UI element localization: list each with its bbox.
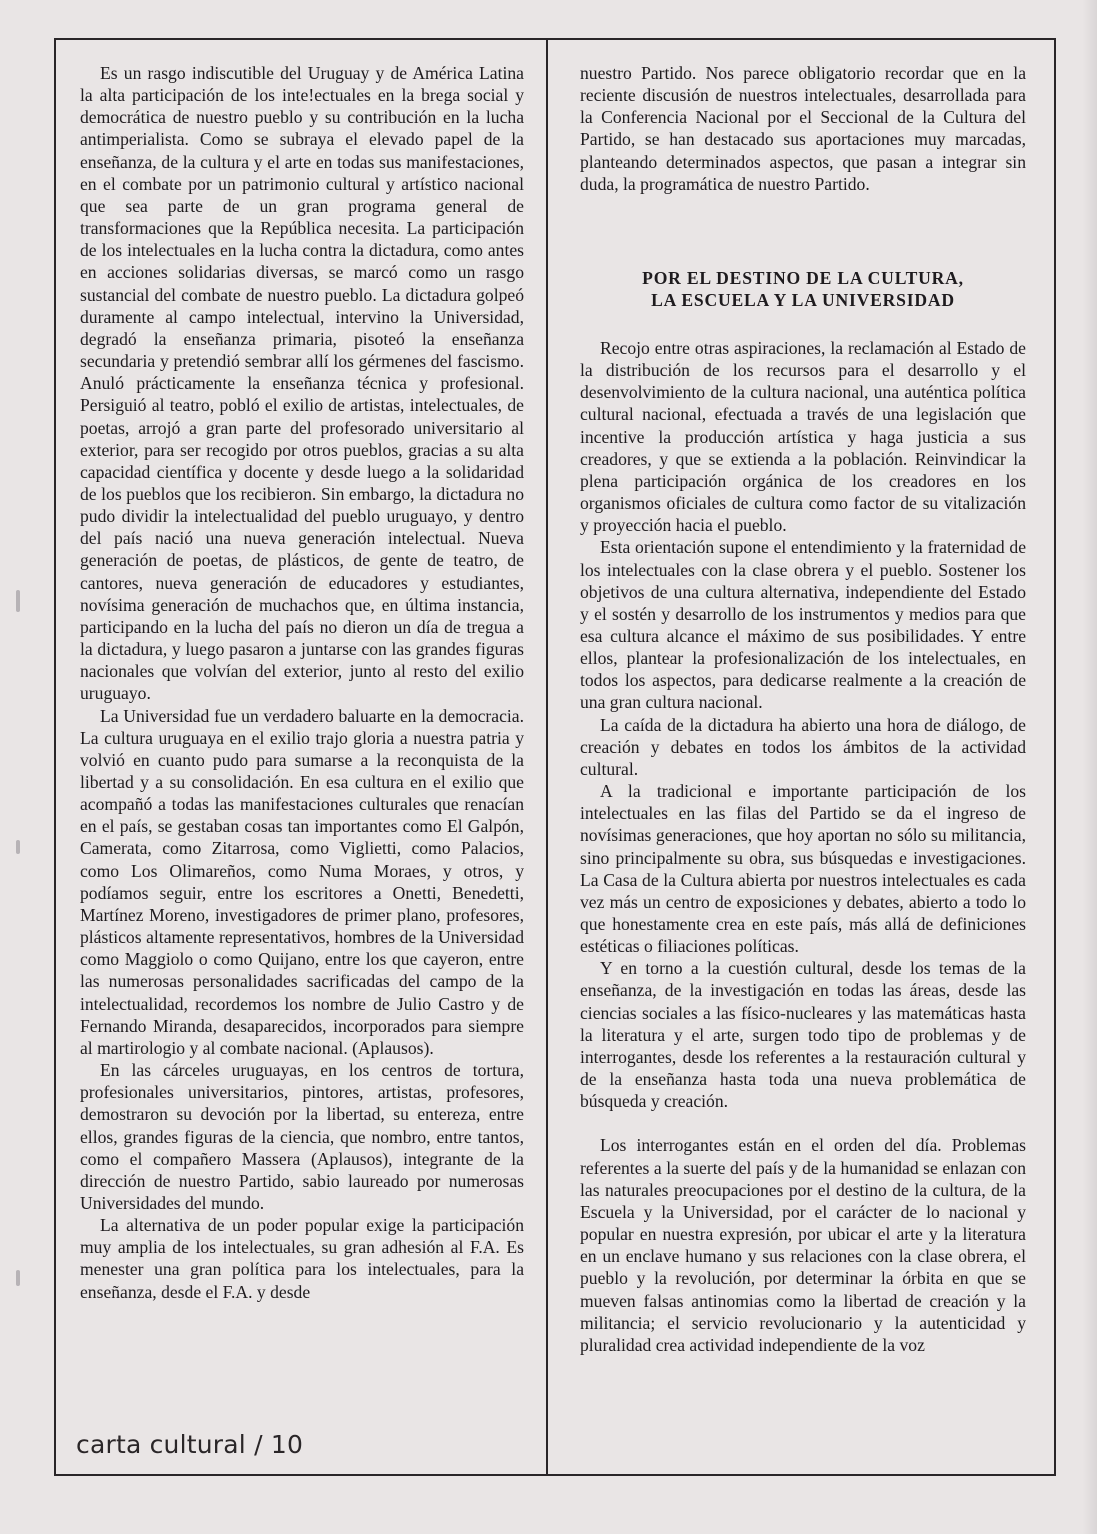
paragraph: Recojo entre otras aspiraciones, la reclamación al Estado de la distribución de los recursos para el desarrollo y el desenvolvimiento de la cultura nacional, una auténtica política cultural nacional, efectuada a través de una legislación que incentive la producción artística y haga justicia a sus creadores, y que se extienda a la población. Reinvindicar la plena participación orgánica de los creadores en los organismos oficiales de cultura como factor de su vitalización y proyección hacia el pueblo. [580, 337, 1026, 536]
paragraph: La alternativa de un poder popular exige la participación muy amplia de los intelectuales, su gran adhesión al F.A. Es menester una gran política para los intelectuales, para la enseñanza, desde el F.A. y desde [80, 1215, 524, 1302]
paragraph: Los interrogantes están en el orden del día. Problemas referentes a la suerte del país y de la humanidad se enlazan con las naturales preocupaciones por el destino de la cultura, de la Escuela y la Universidad, por el carácter de lo nacional y popular en nuestra expresión, por ubicar el arte y la literatura en un enclave humano y sus relaciones con la clase obrera, el pueblo y la revolución, por determinar la órbita en que se mueven falsas antinomias como la libertad de creación y la militancia; el servicio revolucionario y la autenticidad y pluralidad crea actividad independiente de la voz [580, 1135, 1026, 1355]
paragraph: nuestro Partido. Nos parece obligatorio recordar que en la reciente discusión de nuestros intelectuales, desarrollada para la Conferencia Nacional por el Seccional de la Cultura del Partido, se han destacado sus aportaciones muy marcadas, planteando determinados aspectos, que pasan a integrar sin duda, la programática de nuestro Partido. [580, 63, 1026, 194]
left-column [80, 62, 524, 1303]
column-divider [546, 38, 548, 1476]
page-edge-shadow [1083, 0, 1097, 1534]
paragraph: La caída de la dictadura ha abierto una hora de diálogo, de creación y debates en todos los ámbitos de la actividad cultural. [580, 714, 1026, 779]
paragraph: A la tradicional e importante participación de los intelectuales en las filas del Partido se da el ingreso de novísimas generaciones, que hoy aportan no sólo su militancia, sino principalmente su obra, sus búsquedas e investigaciones. La Casa de la Cultura abierta por nuestros intelectuales es cada vez más un centro de exposiciones y debates, abierto a todo lo que honestamente crea en este país, más allá de definiciones estéticas o filiaciones políticas. [580, 781, 1026, 957]
page-footer: carta cultural / 10 [76, 1430, 304, 1459]
margin-mark [16, 590, 20, 612]
section-heading-line: LA ESCUELA Y LA UNIVERSIDAD [651, 289, 955, 310]
paragraph: La Universidad fue un verdadero baluarte en la democracia. La cultura uruguaya en el exilio trajo gloria a nuestra patria y volvió en cuanto pudo para sumarse a la reconquista de la libertad y a su consolidación. En esa cultura en el exilio que acompañó a todas las manifestaciones culturales que renacían en el país, se gestaban cosas tan importantes como El Galpón, Camerata, como Zitarrosa, como Viglietti, como Palacios, como Los Olimareños, como Numa Moraes, y otros, y podíamos seguir, entre los escritores a Onetti, Benedetti, Martínez Moreno, investigadores de primer plano, profesores, plásticos altamente representativos, hombres de la Universidad como Maggiolo o como Quijano, entre los que cayeron, entre las numerosas personalidades sacrificadas del campo de la intelectualidad, recordemos los nombre de Julio Castro y de Fernando Miranda, desaparecidos, incorporados para siempre al martirologio y al combate nacional. (Aplausos). [80, 705, 524, 1058]
paragraph: En las cárceles uruguayas, en los centros de tortura, profesionales universitarios, pintores, artistas, profesores, demostraron su devoción por la libertad, su entereza, entre ellos, grandes figuras de la ciencia, que nombro, entre tantos, como el compañero Massera (Aplausos), integrante de la dirección de nuestro Partido, sabio laureado por numerosas Universidades del mundo. [80, 1060, 524, 1213]
paragraph: Y en torno a la cuestión cultural, desde los temas de la enseñanza, de la investigación en todas las áreas, desde las ciencias sociales a las físico-nucleares y las matemáticas hasta la literatura y el arte, surgen todo tipo de problemas y de interrogantes, desde los referentes a la restauración cultural y de la enseñanza hasta toda una nueva problemática de búsqueda y creación. [580, 958, 1026, 1112]
paragraph: Esta orientación supone el entendimiento y la fraternidad de los intelectuales con la clase obrera y el pueblo. Sostener los objetivos de una cultura alternativa, independiente del Estado y el sostén y desarrollo de los instrumentos y medios para que esa cultura alcance el máximo de sus posibilidades. Y entre ellos, plantear la profesionalización de los intelectuales, en todos los aspectos, para dedicarse realmente a la creación de una gran cultura nacional. [580, 537, 1026, 713]
margin-mark [16, 1270, 20, 1286]
right-column [580, 62, 1026, 1356]
section-heading [580, 267, 1026, 311]
section-heading-line: POR EL DESTINO DE LA CULTURA, [642, 267, 964, 288]
margin-mark [16, 840, 20, 854]
paragraph: Es un rasgo indiscutible del Uruguay y de América Latina la alta participación de los inte!ectuales en la brega social y democrática de nuestro pueblo y su contribución en la lucha antimperialista. Como se subraya el elevado papel de la enseñanza, de la cultura y el arte en todas sus manifestaciones, en el combate por un patrimonio cultural y artístico nacional que sea parte de un gran programa general de transformaciones que la República necesita. La participación de los intelectuales en la lucha contra la dictadura, como antes en acciones solidarias diversas, se marcó como un rasgo sustancial del combate de nuestro pueblo. La dictadura golpeó duramente al campo intelectual, intervino la Universidad, degradó la enseñanza primaria, pisoteó la enseñanza secundaria y pretendió sembrar allí los gérmenes del fascismo. Anuló prácticamente la enseñanza técnica y profesional. Persiguió al teatro, pobló el exilio de artistas, intelectuales, de poetas, arrojó a gran parte del profesorado universitario al exterior, para ser recogido por otros pueblos, gracias a su alta capacidad científica y docente y desde luego a la solidaridad de los pueblos que los recibieron. Sin embargo, la dictadura no pudo dividir la intelectualidad del pueblo uruguayo, y dentro del país nació una nueva generación intelectual. Nueva generación de poetas, de plásticos, de gente de teatro, de cantores, nueva generación de educadores y estudiantes, novísima generación de muchachos que, en última instancia, participando en la lucha del país no dieron un día de tregua a la dictadura, y luego pasaron a juntarse con las grandes figuras nacionales que volvían del exterior, junto al resto del exilio uruguayo. [80, 63, 524, 704]
